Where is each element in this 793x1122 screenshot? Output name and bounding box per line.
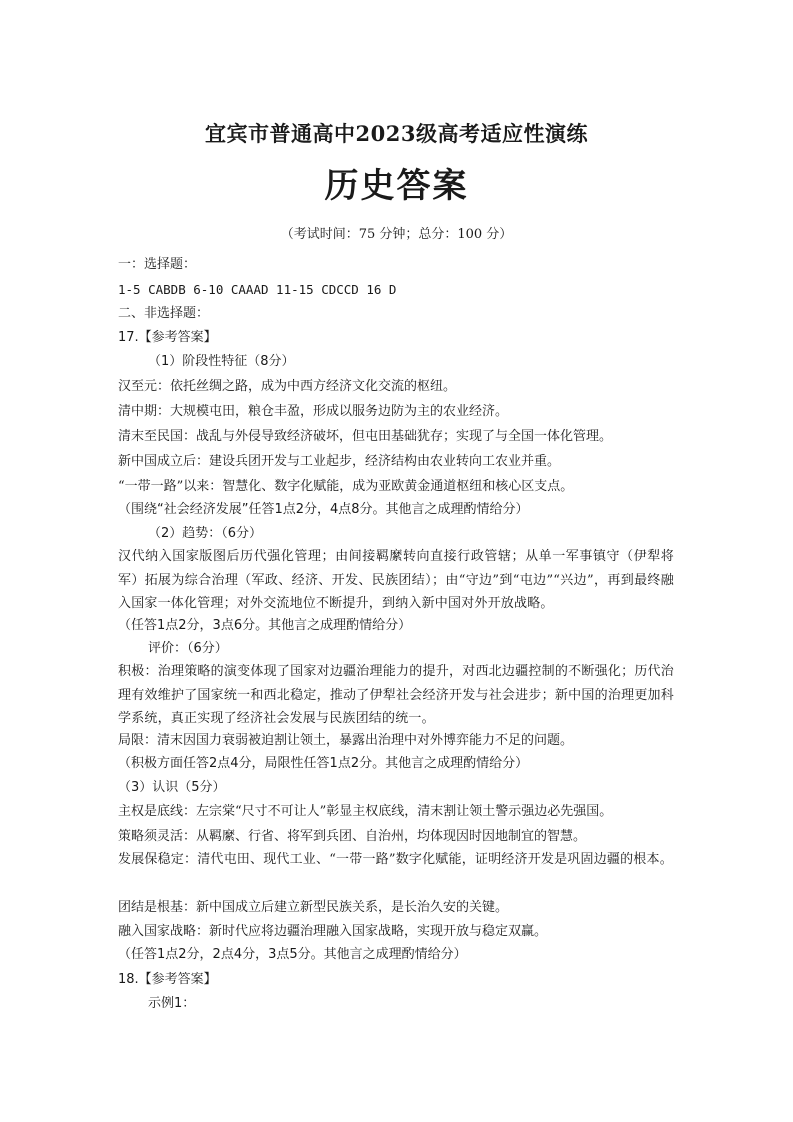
document-title: 宜宾市普通高中2023级高考适应性演练 bbox=[205, 121, 588, 146]
q17-eval-positive: 积极：治理策略的演变体现了国家对边疆治理能力的提升，对西北边疆控制的不断强化；历代治理有效维护了国家统一和西北稳定，推动了伊犁社会经济开发与社会进步；新中国的治理更加科学系统，真正实现了经济社会发展与民族团结的统一。 bbox=[118, 664, 674, 726]
q17-part3-line: 团结是根基：新中国成立后建立新型民族关系，是长治久安的关键。 bbox=[118, 900, 509, 915]
section2-heading: 二、非选择题： bbox=[118, 306, 210, 321]
q17-part1-line: 清末至民国：战乱与外侵导致经济破坏，但屯田基础犹存；实现了与全国一体化管理。 bbox=[118, 429, 613, 444]
q17-part3-title: （3）认识（5分） bbox=[118, 780, 226, 795]
q17-part3-line: 策略须灵活：从羁縻、行省、将军到兵团、自治州，均体现因时因地制宜的智慧。 bbox=[118, 829, 587, 844]
choice-answers: 1-5 CABDB 6-10 CAAAD 11-15 CDCCD 16 D bbox=[118, 282, 397, 297]
q17-part2-scoring: （任答1点2分，3点6分。其他言之成理酌情给分） bbox=[118, 618, 412, 633]
q17-eval-title: 评价：（6分） bbox=[148, 641, 228, 656]
exam-info: （考试时间：75 分钟；总分：100 分） bbox=[280, 227, 513, 242]
q17-part2-text: 汉代纳入国家版图后历代强化管理；由间接羁縻转向直接行政管辖；从单一军事镇守（伊犁将军）拓展为综合治理（军政、经济、开发、民族团结）；由“守边”到“屯边”“兴边”，再到最终融入国家一体化管理；对外交流地位不断提升，到纳入新中国对外开放战略。 bbox=[118, 549, 674, 611]
q17-part1-line: 清中期：大规模屯田，粮仓丰盈，形成以服务边防为主的农业经济。 bbox=[118, 404, 509, 419]
q17-part3-line: 融入国家战略：新时代应将边疆治理融入国家战略，实现开放与稳定双赢。 bbox=[118, 924, 548, 939]
q17-part3-line: 主权是底线：左宗棠“尺寸不可让人”彰显主权底线，清末割让领土警示强边必先强国。 bbox=[118, 804, 613, 819]
q18-example: 示例1： bbox=[148, 996, 196, 1011]
section1-heading: 一：选择题： bbox=[118, 257, 197, 272]
q17-part1-line: 新中国成立后：建设兵团开发与工业起步，经济结构由农业转向工农业并重。 bbox=[118, 454, 561, 469]
q18-heading: 18.【参考答案】 bbox=[118, 972, 217, 987]
q17-part3-scoring: （任答1点2分，2点4分，3点5分。其他言之成理酌情给分） bbox=[118, 947, 467, 962]
q17-part1-scoring: （围绕“社会经济发展”任答1点2分，4点8分。其他言之成理酌情给分） bbox=[118, 502, 529, 517]
q17-part1-line: 汉至元：依托丝绸之路，成为中西方经济文化交流的枢纽。 bbox=[118, 379, 457, 394]
q17-part3-dev: 发展保稳定：清代屯田、现代工业、“一带一路”数字化赋能，证明经济开发是巩固边疆的根本。 bbox=[118, 852, 673, 867]
q17-part1-line: “一带一路”以来：智慧化、数字化赋能，成为亚欧黄金通道枢纽和核心区支点。 bbox=[118, 479, 574, 494]
q17-part2-title: （2）趋势：（6分） bbox=[148, 526, 263, 541]
q17-part1-title: （1）阶段性特征（8分） bbox=[148, 354, 295, 369]
document-subtitle: 历史答案 bbox=[324, 166, 469, 206]
q17-eval-limit: 局限：清末因国力衰弱被迫割让领土，暴露出治理中对外博弈能力不足的问题。 bbox=[118, 733, 574, 748]
q17-eval-scoring: （积极方面任答2点4分，局限性任答1点2分。其他言之成理酌情给分） bbox=[118, 756, 529, 771]
q17-heading: 17.【参考答案】 bbox=[118, 330, 217, 345]
